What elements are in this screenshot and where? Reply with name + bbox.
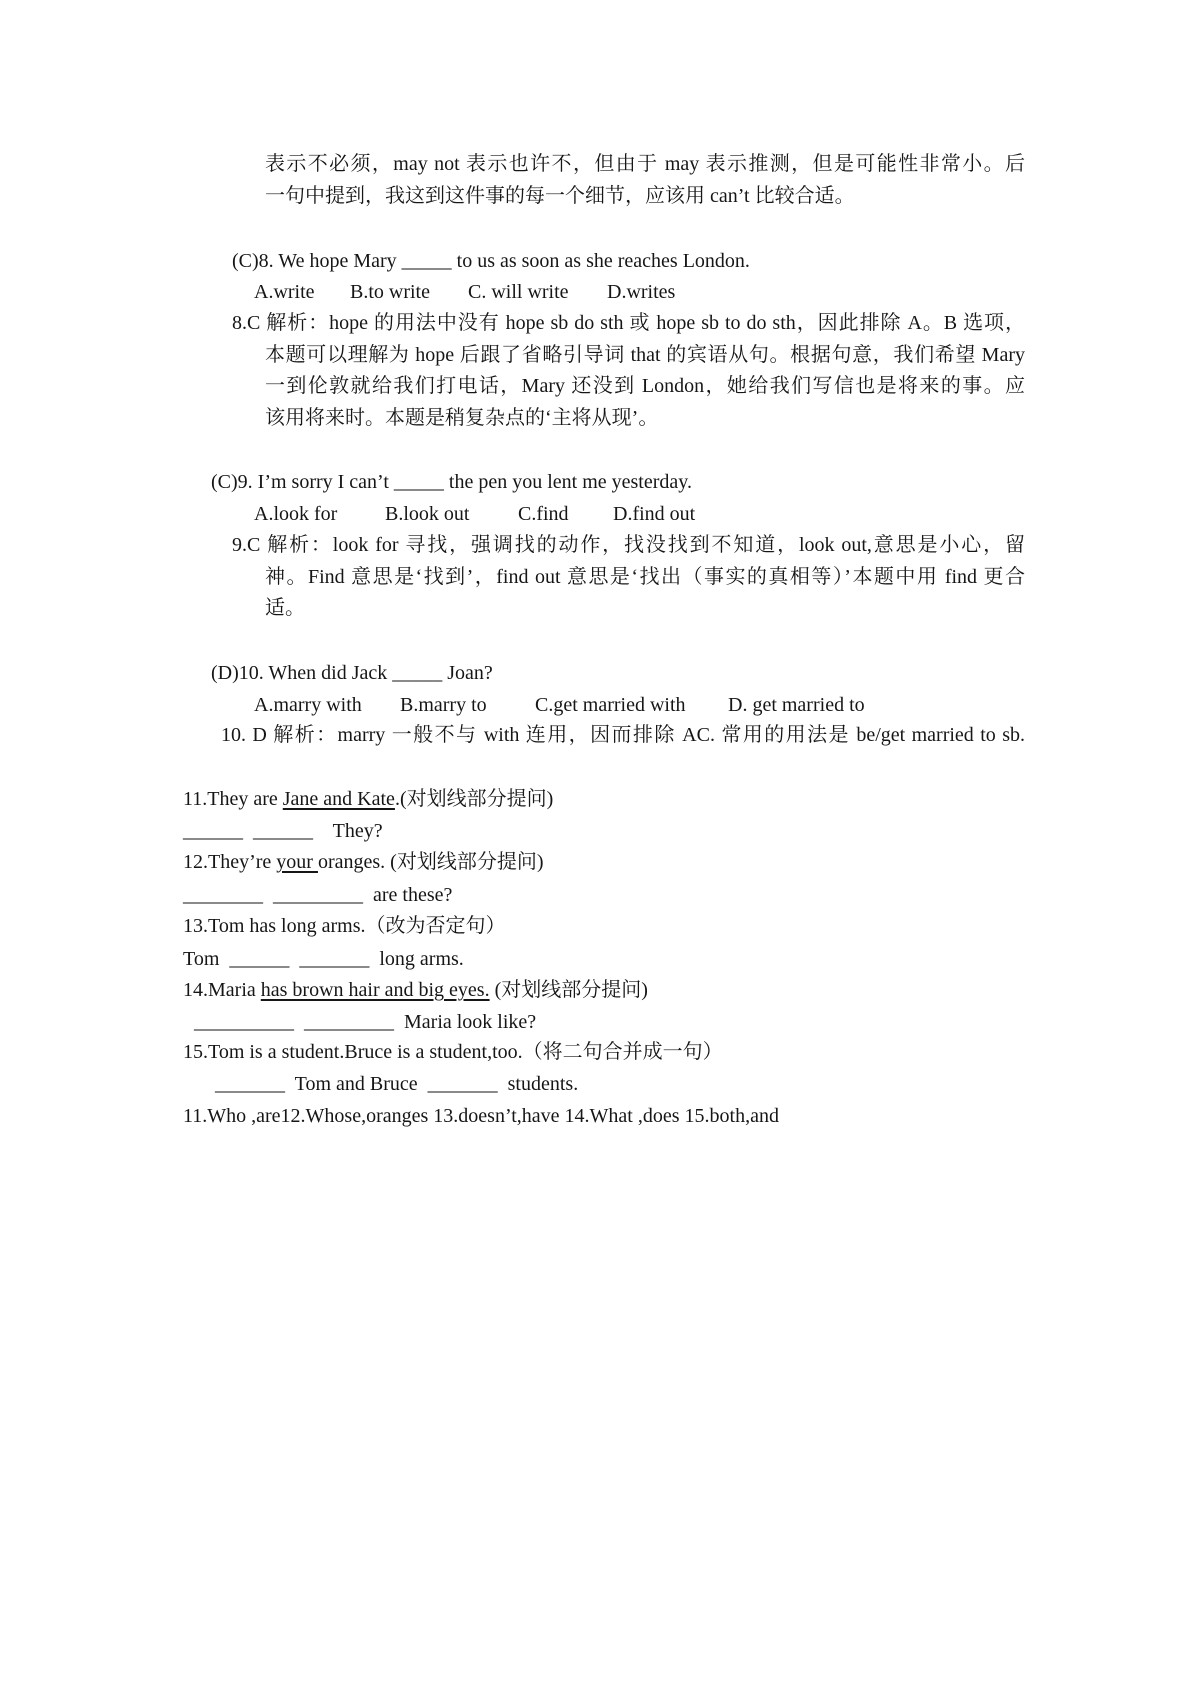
fill-in-15-answer-line: _______ Tom and Bruce _______ students.: [215, 1073, 579, 1095]
continued-analysis-line-2: 一句中提到，我这到这件事的每一个细节，应该用 can’t 比较合适。: [265, 185, 855, 207]
fill-in-12-question: [183, 847, 544, 877]
q9-option-c: C.find: [518, 503, 569, 525]
continued-analysis-line-1: 表示不必须，may not 表示也许不，但由于 may 表示推测，但是可能性非常小。后: [265, 153, 1025, 175]
q8-analysis-line-4: 该用将来时。本题是稍复杂点的‘主将从现’。: [265, 407, 659, 429]
fill-in-13-question: 13.Tom has long arms.（改为否定句）: [183, 915, 506, 937]
q8-option-d: D.writes: [607, 281, 676, 303]
fill-in-12-answer-line: ________ _________ are these?: [183, 884, 453, 906]
q8-option-a: A.write: [254, 281, 315, 303]
fill-in-14-underlined: has brown hair and big eyes.: [260, 979, 490, 1001]
q9-analysis-line-1: 9.C 解析：look for 寻找，强调找的动作，找没找到不知道，look out,意思是小心，留: [232, 534, 1025, 556]
q8-analysis-line-2: 本题可以理解为 hope 后跟了省略引导词 that 的宾语从句。根据句意，我们希望 Mary: [265, 344, 1025, 366]
q8-analysis-line-1: 8.C 解析：hope 的用法中没有 hope sb do sth 或 hope sb to do sth，因此排除 A。B 选项，: [232, 312, 1025, 334]
fill-in-11-underlined: Jane and Kate: [282, 788, 395, 810]
q10-stem: (D)10. When did Jack _____ Joan?: [211, 662, 493, 684]
fill-in-11-before: 11.They are: [183, 788, 283, 810]
q9-stem: (C)9. I’m sorry I can’t _____ the pen you lent me yesterday.: [211, 471, 692, 493]
fill-in-14-after: (对划线部分提问): [489, 979, 648, 1001]
q8-stem: (C)8. We hope Mary _____ to us as soon as she reaches London.: [232, 250, 750, 272]
q9-analysis-line-2: 神。Find 意思是‘找到’，find out 意思是‘找出（事实的真相等）’本题中用 find 更合: [265, 566, 1025, 588]
q9-option-a: A.look for: [254, 503, 338, 525]
fill-in-13-answer-line: Tom ______ _______ long arms.: [183, 948, 464, 970]
fill-in-15-question: 15.Tom is a student.Bruce is a student,too.（将二句合并成一句）: [183, 1041, 723, 1063]
q10-option-c: C.get married with: [535, 694, 686, 716]
answer-key: 11.Who ,are12.Whose,oranges 13.doesn’t,have 14.What ,does 15.both,and: [183, 1105, 779, 1127]
q8-option-b: B.to write: [350, 281, 430, 303]
fill-in-14-answer-line: __________ _________ Maria look like?: [194, 1011, 537, 1033]
q9-option-d: D.find out: [613, 503, 696, 525]
fill-in-12-after: oranges. (对划线部分提问): [317, 851, 544, 873]
q10-option-b: B.marry to: [400, 694, 487, 716]
fill-in-11-after: .(对划线部分提问): [394, 788, 554, 810]
q10-analysis-line-1: 10. D 解析：marry 一般不与 with 连用，因而排除 AC. 常用的用法是 be/get married to sb.: [221, 724, 1025, 746]
q9-analysis-line-3: 适。: [265, 597, 305, 619]
fill-in-12-before: 12.They’re: [183, 851, 277, 873]
fill-in-12-underlined: your: [276, 851, 318, 873]
fill-in-11-question: [183, 784, 553, 814]
q8-option-c: C. will write: [468, 281, 569, 303]
q10-option-d: D. get married to: [728, 694, 865, 716]
q9-option-b: B.look out: [385, 503, 470, 525]
fill-in-11-answer-line: ______ ______ They?: [183, 820, 383, 842]
q10-option-a: A.marry with: [254, 694, 362, 716]
fill-in-14-question: [183, 975, 648, 1005]
fill-in-14-before: 14.Maria: [183, 979, 261, 1001]
q8-analysis-line-3: 一到伦敦就给我们打电话，Mary 还没到 London，她给我们写信也是将来的事。应: [265, 375, 1025, 397]
